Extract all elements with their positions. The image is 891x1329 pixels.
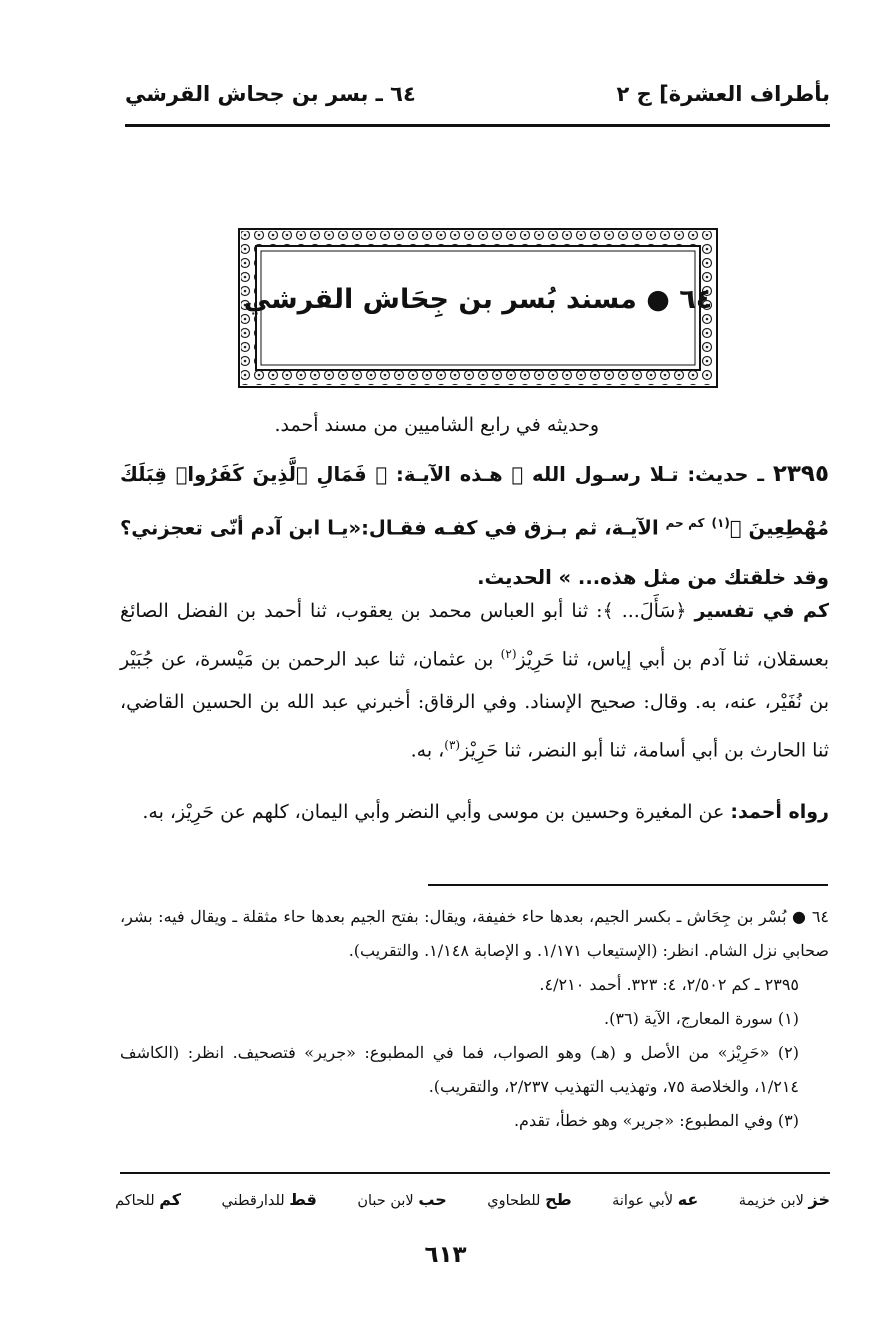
footnote-1: (١) سورة المعارج، الآية (٣٦). — [604, 1009, 799, 1028]
rawah-paragraph — [120, 790, 829, 834]
abbreviation-key — [115, 1190, 830, 1216]
footnote-ref-1: (١) — [711, 516, 730, 530]
margin-note: كم حم — [665, 516, 705, 530]
running-header-chapter: ٦٤ ـ بسر بن جحاش القرشي — [125, 82, 416, 106]
abbrev-item: طح للطحاوي — [487, 1190, 572, 1209]
hadith-text-a: ـ حديث: تـلا رسـول الله ﷺ هـذه الآيـة: ﴿ فَمَالِ ٱلَّذِينَ كَفَرُوا۟ قِبَلَكَ مُهْطِعِينَ ﴾ — [120, 463, 829, 540]
tafsir-lead: كم في تفسير — [694, 600, 829, 622]
rawah-lead: رواه أحمد: — [730, 801, 829, 823]
footnote-sources: ٢٣٩٥ ـ كم ٢/٥٠٢، ٤: ٣٢٣. أحمد ٤/٢١٠. — [539, 975, 799, 994]
hadith-text-b: الآيـة، ثم بـزق في كفـه فقـال:«يـا ابن آدم أنّى تعجزني؟ وقد خلقتك من مثل هذه... » الحديث. — [120, 516, 829, 589]
bottom-rule — [120, 1172, 830, 1174]
tafsir-paragraph — [120, 590, 829, 773]
footnotes — [120, 900, 829, 1138]
chapter-title-frame — [238, 228, 718, 388]
hadith-paragraph — [120, 450, 829, 602]
footnote-3: (٣) وفي المطبوع: «جرير» وهو خطأ، تقدم. — [513, 1111, 799, 1130]
header-rule — [125, 124, 830, 127]
intro-line: وحديثه في رابع الشاميين من مسند أحمد. — [274, 414, 599, 436]
chapter-number: ٦٤ — [679, 284, 713, 315]
tafsir-text-c: ، به. — [410, 739, 445, 762]
page-number: ٦١٣ — [424, 1242, 467, 1268]
abbrev-item: عه لأبي عوانة — [612, 1190, 699, 1209]
running-header-volume: بأطراف العشرة] ج ٢ — [616, 82, 830, 106]
footnote-rule — [428, 884, 828, 886]
footnote-bio: ٦٤ ● بُسْر بن جِحَاش ـ بكسر الجيم، بعدها حاء خفيفة، ويقال: بفتح الجيم بعدها حاء مثقلة ـ ويقال فيه: بشر، صحابي نزل الشام. انظر: (الإستيعاب ١/١٧١. و الإصابة ١/١٤٨. والتقريب). — [120, 907, 829, 960]
footnote-2: (٢) «حَرِيْز» من الأصل و (هـ) وهو الصواب، فما في المطبوع: «جرير» فتصحيف. انظر: (الكاشف ١/٢١٤، والخلاصة ٧٥، وتهذيب التهذيب ٢/٢٣٧، والتقريب). — [120, 1043, 799, 1096]
hadith-number: ٢٣٩٥ — [772, 461, 829, 487]
abbrev-item: قط للدارقطني — [221, 1190, 317, 1209]
tafsir-text-a: ﴿سَأَلَ... ﴾: ثنا أبو العباس محمد بن يعقوب، ثنا أحمد بن الفضل الصائغ بعسقلان، ثنا آدم بن أبي إياس، ثنا حَرِيْز — [120, 600, 829, 671]
abbrev-item: خز لابن خزيمة — [738, 1190, 830, 1209]
footnote-ref-2: (٢) — [500, 647, 517, 661]
running-header — [125, 82, 830, 118]
abbrev-item: حب لابن حبان — [357, 1190, 447, 1209]
abbrev-item: كم للحاكم — [115, 1190, 182, 1209]
chapter-title — [238, 284, 718, 315]
chapter-title-text: مسند بُسر بن جِحَاش القرشي — [243, 284, 637, 315]
footnote-ref-3: (٣) — [444, 738, 461, 753]
bullet-icon: ● — [646, 284, 670, 315]
rawah-text: عن المغيرة وحسين بن موسى وأبي النضر وأبي اليمان، كلهم عن حَرِيْز، به. — [142, 801, 725, 823]
tafsir-text-b: بن عثمان، ثنا عبد الرحمن بن مَيْسرة، عن جُبَيْر بن نُفَيْر، عنه، به. وقال: صحيح الإسناد. وفي الرقاق: أخبرني عبد الله بن الحسين القاضي، ثنا الحارث بن أبي أسامة، ثنا أبو النضر، ثنا حَرِيْز — [120, 648, 829, 762]
